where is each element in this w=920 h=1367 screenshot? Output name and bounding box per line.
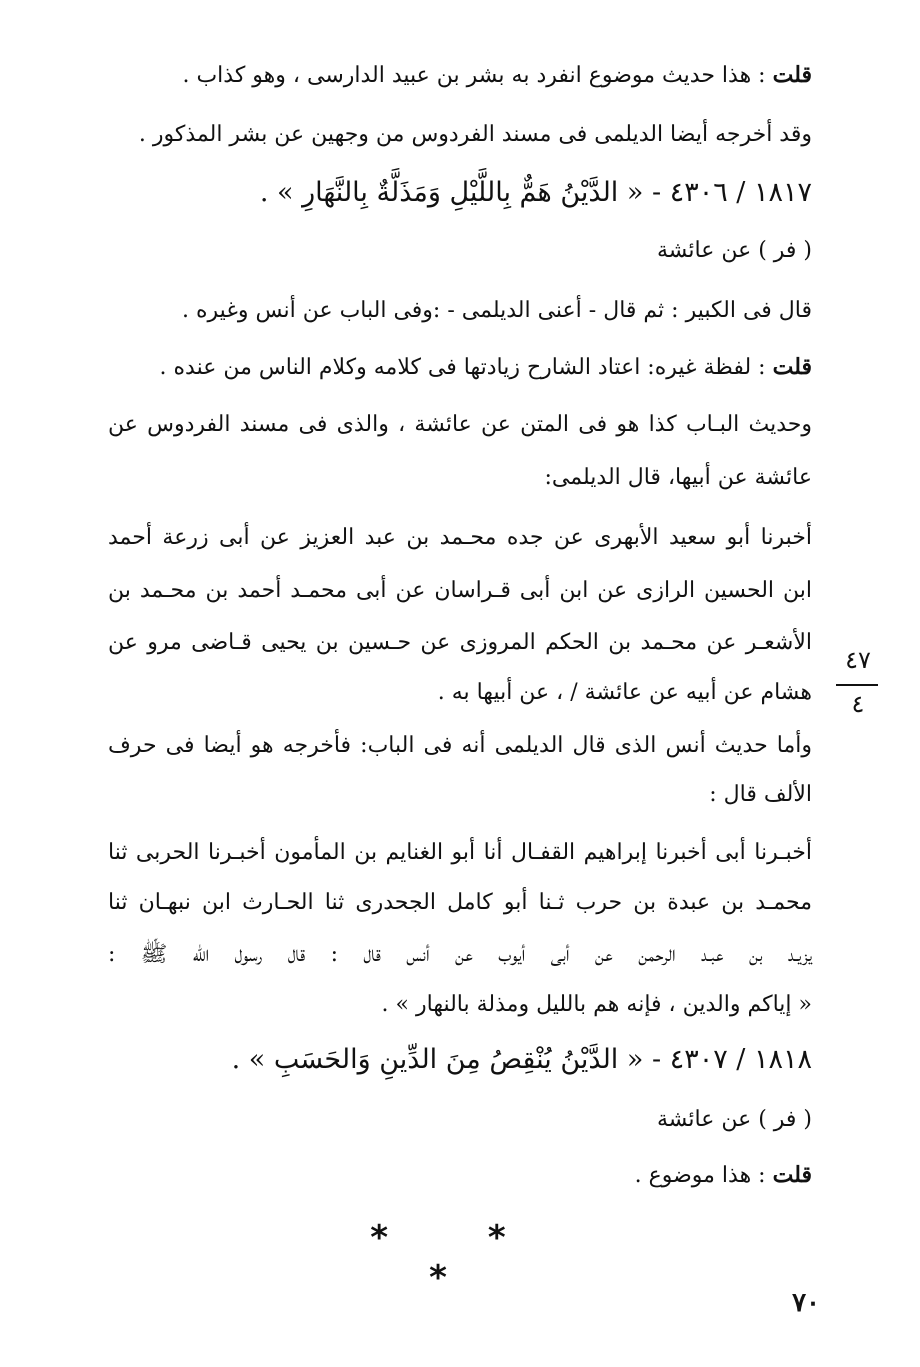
paragraph-line: وأما حديث أنس الذى قال الديلمى أنه فى الباب: فأخرجه هو أيضا فى حرف (108, 733, 812, 758)
isnad-line: أخبـرنا أبى أخبرنا إبراهيم القفـال أنا أبو الغنايم بن المأمون أخبـرنا الحربى ثنا (108, 840, 812, 865)
paragraph-line (182, 60, 812, 91)
quote-line: « إياكم والدين ، فإنه هم بالليل ومذلة بالنهار » . (381, 992, 812, 1017)
margin-reference-bottom: ٤ (851, 690, 865, 718)
paragraph-line: عائشة عن أبيها، قال الديلمى: (544, 465, 812, 490)
paragraph-line: قال فى الكبير : ثم قال - أعنى الديلمى - :وفى الباب عن أنس وغيره . (182, 298, 812, 323)
isnad-line: الأشعـر عن محـمد بن الحكم المروزى عن حـسين بن يحيى قـاضى مرو عن (108, 630, 812, 655)
qultu-label: قلت (772, 354, 812, 380)
paragraph-line (635, 1160, 812, 1191)
section-separator: * * * (370, 1218, 550, 1298)
line-text: : هذا موضوع . (634, 1163, 773, 1188)
isnad-line: يزيـد بن عبـد الرحمن عن أبى أيوب عن أنس قال : قال رسول الله ﷺ : (108, 942, 812, 967)
isnad-line: هشام عن أبيه عن عائشة / ، عن أبيها به . (437, 680, 812, 705)
qultu-label: قلت (772, 1162, 812, 1188)
source-line: ( فر ) عن عائشة (656, 1107, 812, 1132)
isnad-line: أخبرنا أبو سعيد الأبهرى عن جده محـمد بن عبد العزيز عن أبى زرعة أحمد (108, 525, 812, 550)
line-text: : هذا حديث موضوع انفرد به بشر بن عبيد الدارسى ، وهو كذاب . (182, 63, 773, 88)
isnad-line: محمـد بن عبدة بن حرب ثـنا أبو كامل الجحدرى ثنا الحـارث ابن نبهـان ثنا (108, 890, 812, 915)
qultu-label: قلت (772, 62, 812, 88)
source-line: ( فر ) عن عائشة (656, 238, 812, 263)
hadith-heading: ١٨١٨ / ٤٣٠٧ - « الدَّيْنُ يُنْقِصُ مِنَ الدِّينِ وَالحَسَبِ » . (231, 1044, 812, 1075)
line-text: : لفظة غيره: اعتاد الشارح زيادتها فى كلامه وكلام الناس من عنده . (159, 355, 773, 380)
paragraph-line (160, 352, 812, 383)
paragraph-line: وحديث البـاب كذا هو فى المتن عن عائشة ، والذى فى مسند الفردوس عن (108, 412, 812, 437)
margin-divider (836, 684, 878, 686)
hadith-heading: ١٨١٧ / ٤٣٠٦ - « الدَّيْنُ هَمٌّ بِاللَّيْلِ وَمَذَلَّةٌ بِالنَّهَارِ » . (259, 177, 812, 208)
paragraph-line: الألف قال : (709, 782, 812, 807)
page-number: ٧٠ (792, 1288, 820, 1318)
paragraph-line: وقد أخرجه أيضا الديلمى فى مسند الفردوس من وجهين عن بشر المذكور . (138, 122, 812, 147)
isnad-line: ابن الحسين الرازى عن ابن أبى قـراسان عن أبى محمـد أحمد بن محـمد بن (108, 578, 812, 603)
margin-reference-top: ٤٧ (845, 646, 871, 674)
